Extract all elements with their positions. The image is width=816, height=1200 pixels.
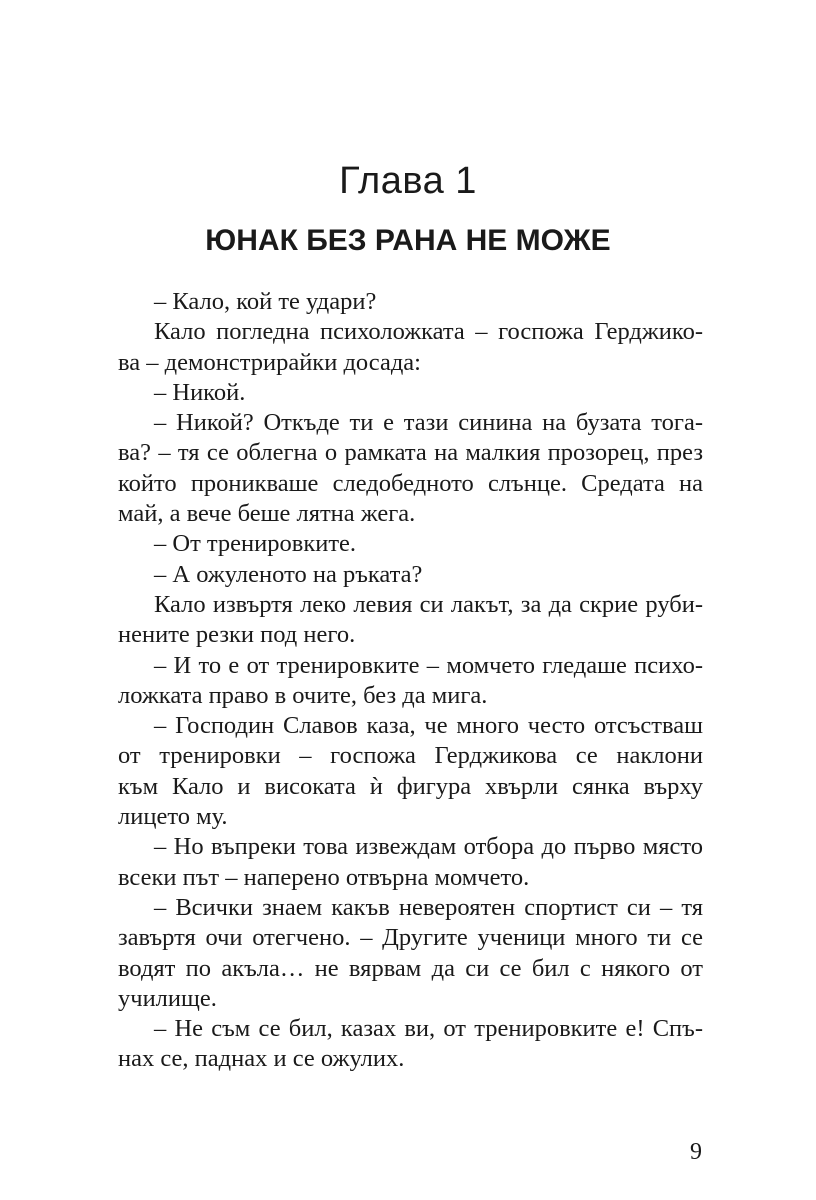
- text-line: – Господин Славов каза, че много често отсъстваш: [154, 712, 703, 740]
- text-line: – Но въпреки това извеждам отбора до първо място: [154, 833, 703, 861]
- text-line: от тренировки – госпожа Герджикова се наклони: [118, 742, 703, 770]
- text-line: който проникваше следобедното слънце. Средата на: [118, 469, 703, 497]
- text-line: – Кало, кой те удари?: [154, 288, 377, 315]
- text-line: лицето му.: [118, 803, 228, 831]
- text-line: май, а вече беше лятна жега.: [118, 500, 416, 528]
- text-line: – От тренировките.: [154, 530, 357, 558]
- text-line: нените резки под него.: [118, 621, 356, 649]
- text-line: училище.: [118, 984, 217, 1012]
- chapter-number: Глава 1: [339, 160, 477, 202]
- text-line: към Кало и високата ѝ фигура хвърли сянка върху: [118, 772, 703, 800]
- text-line: ва? – тя се облегна о рамката на малкия прозорец, през: [118, 439, 703, 467]
- page-number: 9: [690, 1139, 702, 1165]
- text-line: – Не съм се бил, казах ви, от тренировките е! Спъ-: [154, 1015, 703, 1043]
- body-text: [118, 287, 703, 1075]
- chapter-title: ЮНАК БЕЗ РАНА НЕ МОЖЕ: [205, 224, 611, 257]
- text-line: – И то е от тренировките – момчето гледаше психо-: [154, 651, 703, 679]
- text-line: Кало извъртя леко левия си лакът, за да скрие руби-: [154, 590, 703, 618]
- text-line: водят по акъла… не вярвам да си се бил с някого от: [118, 954, 703, 982]
- text-line: – А ожуленото на ръката?: [154, 560, 423, 588]
- text-line: всеки път – наперено отвърна момчето.: [118, 863, 530, 891]
- text-line: завъртя очи отегчено. – Другите ученици много ти се: [118, 924, 703, 952]
- text-line: Кало погледна психоложката – госпожа Герджико-: [154, 318, 703, 346]
- text-line: – Никой.: [154, 378, 246, 406]
- text-line: – Никой? Откъде ти е тази синина на бузата тога-: [154, 409, 703, 437]
- text-line: ложката право в очите, без да мига.: [118, 681, 488, 709]
- text-line: нах се, паднах и се ожулих.: [118, 1045, 405, 1073]
- text-line: – Всички знаем какъв невероятен спортист си – тя: [154, 893, 703, 921]
- text-line: ва – демонстрирайки досада:: [118, 348, 421, 376]
